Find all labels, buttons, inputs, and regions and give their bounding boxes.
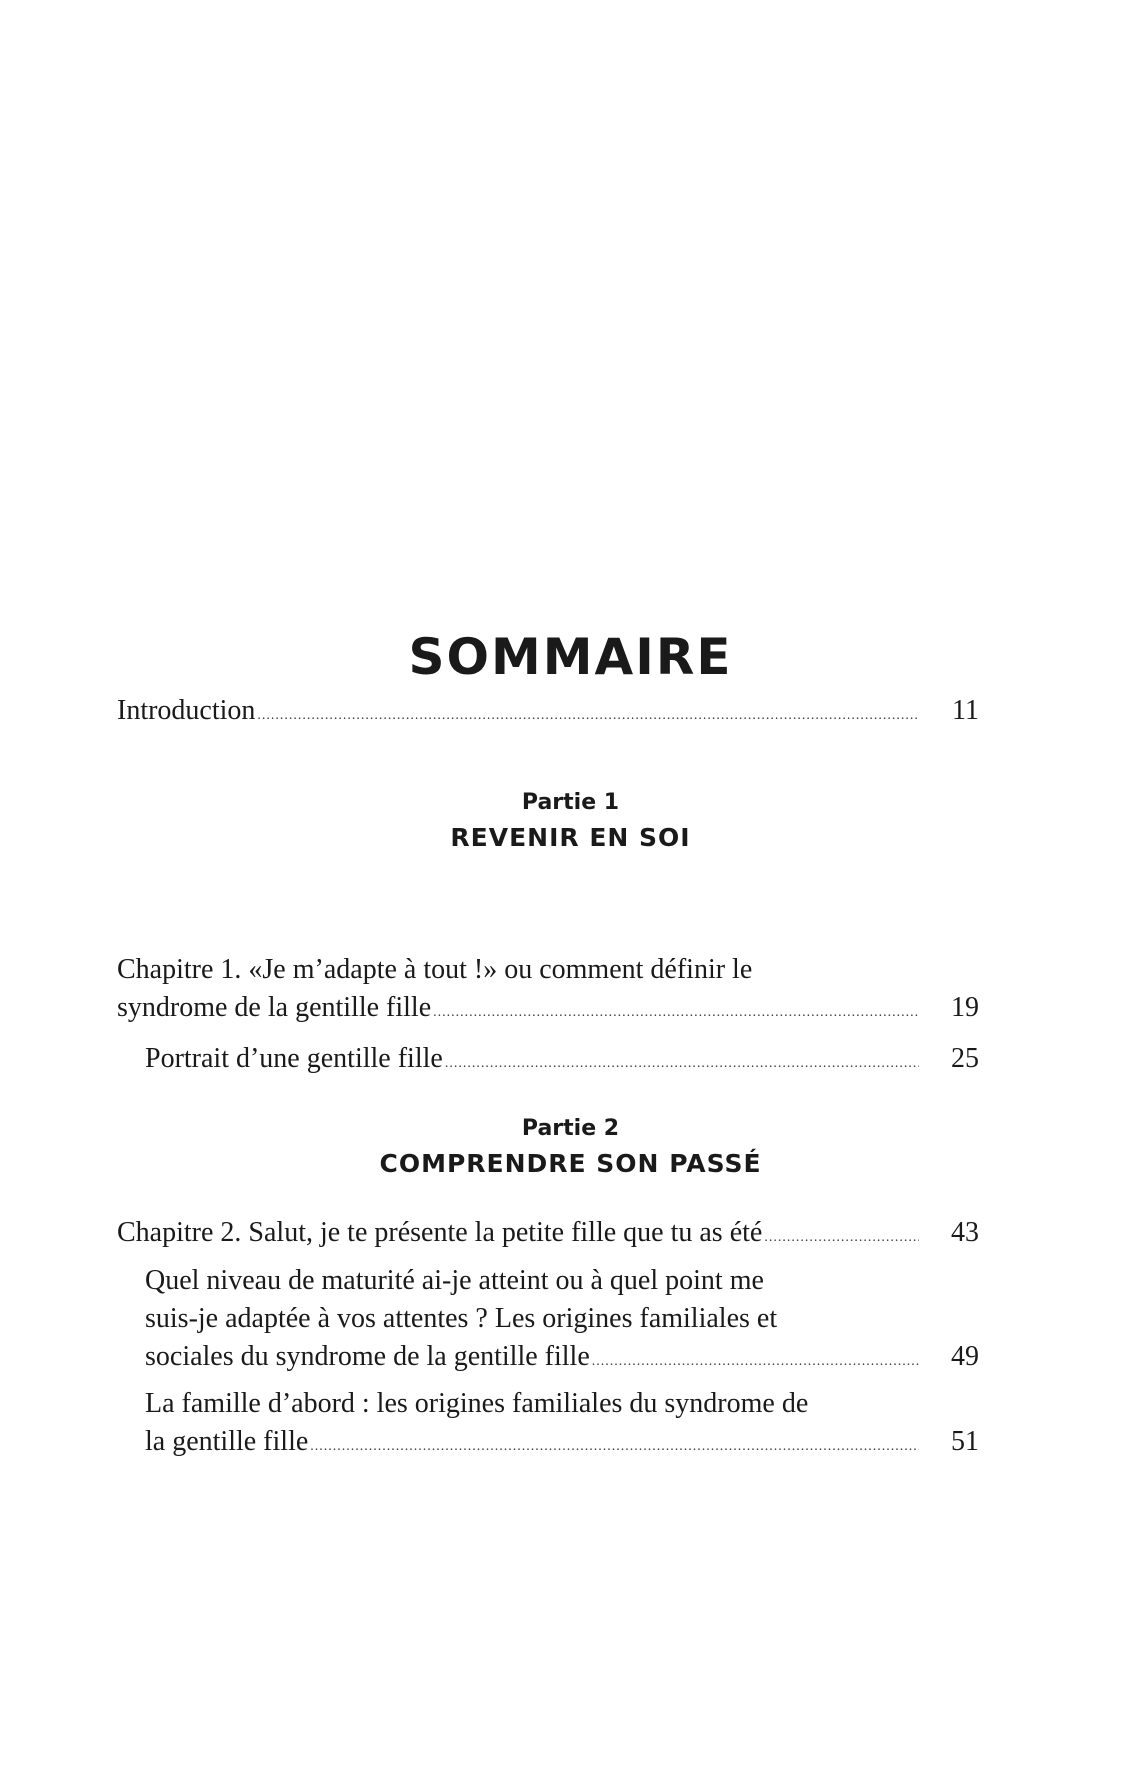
toc-entry-label: Introduction [117,695,256,726]
dot-leader [445,1045,919,1083]
toc-entry-label: syndrome de la gentille fille [117,992,432,1023]
toc-entry-chapter-1[interactable] [117,951,979,1032]
part-number: Partie 1 [521,790,620,815]
dot-leader [310,1428,919,1466]
part-name: REVENIR EN SOI [450,823,691,852]
part-number: Partie 2 [521,1116,620,1141]
part-1-heading [0,788,1141,858]
toc-entry-famille[interactable] [145,1385,979,1466]
dot-leader [433,994,919,1032]
dot-leader [764,1219,919,1257]
dot-leader [257,697,919,735]
toc-entry-page-number: 51 [951,1426,979,1457]
toc-entry-label: Portrait d’une gentille fille [145,1043,443,1074]
toc-entry-page-number: 19 [951,992,979,1023]
toc-entry-page-number: 43 [951,1217,979,1248]
toc-entry-page-number: 11 [952,695,979,726]
part-2-heading [0,1114,1141,1184]
toc-entry-label: la gentille fille [145,1426,309,1457]
toc-entry-line: Quel niveau de maturité ai-je atteint ou à quel point me [145,1265,764,1296]
toc-entry-label: sociales du syndrome de la gentille fille [145,1341,590,1372]
toc-entry-line: suis-je adaptée à vos attentes ? Les origines familiales et [145,1303,778,1334]
toc-entry-introduction[interactable] [117,692,979,735]
toc-entry-line: Chapitre 1. «Je m’adapte à tout !» ou comment définir le [117,954,753,985]
toc-entry-label: Chapitre 2. Salut, je te présente la petite fille que tu as été [117,1217,763,1248]
part-name: COMPRENDRE SON PASSÉ [379,1149,762,1178]
dot-leader [592,1343,919,1381]
toc-entry-maturite[interactable] [145,1262,979,1381]
toc-entry-page-number: 25 [951,1043,979,1074]
toc-entry-page-number: 49 [951,1341,979,1372]
toc-entry-chapter-2[interactable] [117,1214,979,1257]
toc-entry-portrait[interactable] [145,1040,979,1083]
toc-entry-line: La famille d’abord : les origines familiales du syndrome de [145,1388,809,1419]
page-title: SOMMAIRE [408,628,733,686]
